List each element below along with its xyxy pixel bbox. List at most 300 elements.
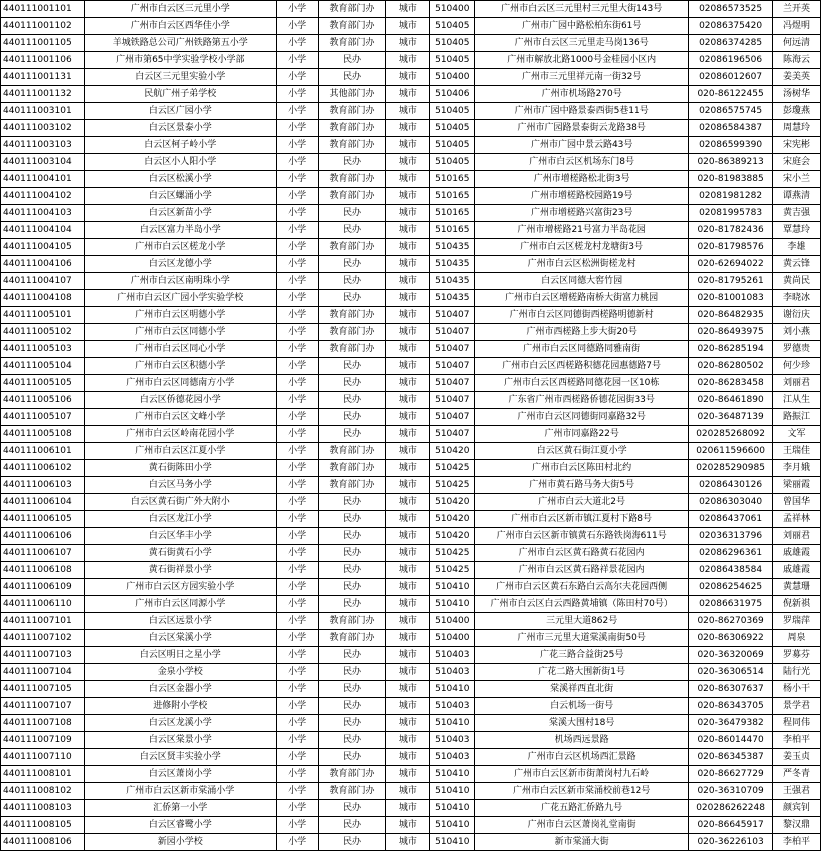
phone-cell: 020-86122455 [689, 86, 773, 103]
postal-code-cell: 510407 [430, 392, 475, 409]
area-type-cell: 城市 [386, 528, 430, 545]
contact-cell: 宋庭会 [773, 154, 821, 171]
contact-cell: 严冬青 [773, 766, 821, 783]
school-code-cell: 440111007107 [1, 698, 85, 715]
address-cell: 广州市白云区同德街同嘉路32号 [475, 409, 689, 426]
school-type-cell: 民办 [318, 681, 386, 698]
school-level-cell: 小学 [276, 545, 318, 562]
area-type-cell: 城市 [386, 171, 430, 188]
school-type-cell: 民办 [318, 562, 386, 579]
postal-code-cell: 510435 [430, 239, 475, 256]
area-type-cell: 城市 [386, 817, 430, 834]
table-row [1, 647, 821, 664]
contact-cell: 李月娥 [773, 460, 821, 477]
table-row [1, 86, 821, 103]
school-name-cell: 广州市白云区积德小学 [84, 358, 276, 375]
school-level-cell: 小学 [276, 681, 318, 698]
address-cell: 广州市白云区新市街萧岗村九石岭 [475, 766, 689, 783]
area-type-cell: 城市 [386, 715, 430, 732]
school-level-cell: 小学 [276, 494, 318, 511]
area-type-cell: 城市 [386, 426, 430, 443]
school-code-cell: 440111004102 [1, 188, 85, 205]
table-row [1, 732, 821, 749]
postal-code-cell: 510405 [430, 35, 475, 52]
contact-cell: 何远清 [773, 35, 821, 52]
area-type-cell: 城市 [386, 494, 430, 511]
school-code-cell: 440111006101 [1, 443, 85, 460]
school-type-cell: 教育部门办 [318, 324, 386, 341]
school-level-cell: 小学 [276, 171, 318, 188]
address-cell: 广州市三元里祥元南一街32号 [475, 69, 689, 86]
contact-cell: 罗募芬 [773, 647, 821, 664]
area-type-cell: 城市 [386, 630, 430, 647]
area-type-cell: 城市 [386, 358, 430, 375]
school-name-cell: 白云区睿鹭小学 [84, 817, 276, 834]
postal-code-cell: 510407 [430, 426, 475, 443]
school-type-cell: 教育部门办 [318, 239, 386, 256]
school-type-cell: 教育部门办 [318, 171, 386, 188]
address-cell: 广州市解放北路1000号金桂园小区内 [475, 52, 689, 69]
address-cell: 新市棠涌大街 [475, 834, 689, 851]
school-name-cell: 广州市白云区同德南方小学 [84, 375, 276, 392]
address-cell: 广州市白云区机场东门8号 [475, 154, 689, 171]
area-type-cell: 城市 [386, 256, 430, 273]
contact-cell: 谭燕清 [773, 188, 821, 205]
school-level-cell: 小学 [276, 69, 318, 86]
area-type-cell: 城市 [386, 69, 430, 86]
school-name-cell: 白云区螺涌小学 [84, 188, 276, 205]
school-type-cell: 教育部门办 [318, 120, 386, 137]
school-code-cell: 440111005108 [1, 426, 85, 443]
address-cell: 广州市白云区西槎路积德花园惠德路7号 [475, 358, 689, 375]
table-row [1, 239, 821, 256]
school-code-cell: 440111004106 [1, 256, 85, 273]
school-type-cell: 教育部门办 [318, 307, 386, 324]
school-code-cell: 440111007109 [1, 732, 85, 749]
school-name-cell: 白云区景泰小学 [84, 120, 276, 137]
phone-cell: 020-36487139 [689, 409, 773, 426]
school-type-cell: 教育部门办 [318, 137, 386, 154]
address-cell: 机场西远景路 [475, 732, 689, 749]
school-type-cell: 教育部门办 [318, 1, 386, 18]
school-name-cell: 广州市白云区南明珠小学 [84, 273, 276, 290]
area-type-cell: 城市 [386, 1, 430, 18]
postal-code-cell: 510403 [430, 732, 475, 749]
phone-cell: 020-86345387 [689, 749, 773, 766]
phone-cell: 020-86307637 [689, 681, 773, 698]
school-type-cell: 民办 [318, 154, 386, 171]
table-row [1, 443, 821, 460]
phone-cell: 020-86285194 [689, 341, 773, 358]
school-code-cell: 440111007103 [1, 647, 85, 664]
phone-cell: 02081995783 [689, 205, 773, 222]
school-code-cell: 440111001132 [1, 86, 85, 103]
table-row [1, 222, 821, 239]
contact-cell: 姜玉贞 [773, 749, 821, 766]
school-type-cell: 教育部门办 [318, 630, 386, 647]
postal-code-cell: 510410 [430, 715, 475, 732]
phone-cell: 02086573525 [689, 1, 773, 18]
postal-code-cell: 510405 [430, 154, 475, 171]
school-level-cell: 小学 [276, 834, 318, 851]
table-row [1, 392, 821, 409]
postal-code-cell: 510410 [430, 800, 475, 817]
school-name-cell: 白云区广园小学 [84, 103, 276, 120]
school-level-cell: 小学 [276, 562, 318, 579]
area-type-cell: 城市 [386, 647, 430, 664]
table-row [1, 749, 821, 766]
school-level-cell: 小学 [276, 290, 318, 307]
address-cell: 广州市白云区新市镇黄石东路铁岗海611号 [475, 528, 689, 545]
school-level-cell: 小学 [276, 579, 318, 596]
school-code-cell: 440111003104 [1, 154, 85, 171]
postal-code-cell: 510410 [430, 596, 475, 613]
school-code-cell: 440111007102 [1, 630, 85, 647]
contact-cell: 戚雄霞 [773, 545, 821, 562]
contact-cell: 何少珍 [773, 358, 821, 375]
address-cell: 广州市白云区西槎路同德花园一区10栋 [475, 375, 689, 392]
postal-code-cell: 510407 [430, 324, 475, 341]
address-cell: 棠溪大围村18号 [475, 715, 689, 732]
school-name-cell: 白云区贤丰实验小学 [84, 749, 276, 766]
area-type-cell: 城市 [386, 766, 430, 783]
school-code-cell: 440111004104 [1, 222, 85, 239]
area-type-cell: 城市 [386, 137, 430, 154]
address-cell: 广州市三元里大道棠溪南街50号 [475, 630, 689, 647]
school-level-cell: 小学 [276, 273, 318, 290]
phone-cell: 02036313796 [689, 528, 773, 545]
school-name-cell: 白云区三元里实验小学 [84, 69, 276, 86]
school-code-cell: 440111001102 [1, 18, 85, 35]
contact-cell: 陆行光 [773, 664, 821, 681]
school-level-cell: 小学 [276, 341, 318, 358]
contact-cell: 刘丽君 [773, 375, 821, 392]
contact-cell: 刘小燕 [773, 324, 821, 341]
area-type-cell: 城市 [386, 35, 430, 52]
school-name-cell: 广州市白云区槎龙小学 [84, 239, 276, 256]
postal-code-cell: 510403 [430, 664, 475, 681]
school-code-cell: 440111007101 [1, 613, 85, 630]
address-cell: 广花二路大围新街1号 [475, 664, 689, 681]
phone-cell: 02086303040 [689, 494, 773, 511]
school-level-cell: 小学 [276, 511, 318, 528]
phone-cell: 020-81983885 [689, 171, 773, 188]
contact-cell: 李柏平 [773, 834, 821, 851]
school-name-cell: 广州市白云区西华佳小学 [84, 18, 276, 35]
school-code-cell: 440111004101 [1, 171, 85, 188]
address-cell: 广州市广园中路景泰西街5巷11号 [475, 103, 689, 120]
area-type-cell: 城市 [386, 409, 430, 426]
school-name-cell: 广州市白云区同心小学 [84, 341, 276, 358]
area-type-cell: 城市 [386, 205, 430, 222]
phone-cell: 020-36310709 [689, 783, 773, 800]
contact-cell: 孟祥林 [773, 511, 821, 528]
phone-cell: 020-62694022 [689, 256, 773, 273]
postal-code-cell: 510435 [430, 256, 475, 273]
table-row [1, 681, 821, 698]
area-type-cell: 城市 [386, 460, 430, 477]
postal-code-cell: 510420 [430, 528, 475, 545]
phone-cell: 02086631975 [689, 596, 773, 613]
contact-cell: 李晓冰 [773, 290, 821, 307]
area-type-cell: 城市 [386, 545, 430, 562]
postal-code-cell: 510425 [430, 477, 475, 494]
postal-code-cell: 510410 [430, 834, 475, 851]
school-name-cell: 白云区龙德小学 [84, 256, 276, 273]
school-name-cell: 金泉小学校 [84, 664, 276, 681]
school-type-cell: 民办 [318, 732, 386, 749]
postal-code-cell: 510410 [430, 681, 475, 698]
address-cell: 广州市白云区新市棠涌校前巷12号 [475, 783, 689, 800]
table-row [1, 698, 821, 715]
postal-code-cell: 510435 [430, 290, 475, 307]
school-code-cell: 440111006104 [1, 494, 85, 511]
phone-cell: 020-81782436 [689, 222, 773, 239]
phone-cell: 020-86627729 [689, 766, 773, 783]
school-level-cell: 小学 [276, 647, 318, 664]
school-level-cell: 小学 [276, 1, 318, 18]
school-level-cell: 小学 [276, 392, 318, 409]
school-level-cell: 小学 [276, 715, 318, 732]
school-level-cell: 小学 [276, 783, 318, 800]
phone-cell: 02081981282 [689, 188, 773, 205]
contact-cell: 汤树华 [773, 86, 821, 103]
school-type-cell: 民办 [318, 358, 386, 375]
school-type-cell: 教育部门办 [318, 477, 386, 494]
contact-cell: 路振江 [773, 409, 821, 426]
area-type-cell: 城市 [386, 834, 430, 851]
school-name-cell: 白云区棠溪小学 [84, 630, 276, 647]
school-name-cell: 白云区金器小学 [84, 681, 276, 698]
contact-cell: 黄云锋 [773, 256, 821, 273]
school-type-cell: 民办 [318, 647, 386, 664]
school-level-cell: 小学 [276, 664, 318, 681]
school-code-cell: 440111004108 [1, 290, 85, 307]
table-row [1, 18, 821, 35]
area-type-cell: 城市 [386, 392, 430, 409]
school-code-cell: 440111005107 [1, 409, 85, 426]
contact-cell: 周泉 [773, 630, 821, 647]
school-code-cell: 440111004107 [1, 273, 85, 290]
phone-cell: 020-86343705 [689, 698, 773, 715]
postal-code-cell: 510403 [430, 749, 475, 766]
school-level-cell: 小学 [276, 86, 318, 103]
area-type-cell: 城市 [386, 579, 430, 596]
phone-cell: 020-86493975 [689, 324, 773, 341]
area-type-cell: 城市 [386, 188, 430, 205]
table-row [1, 664, 821, 681]
phone-cell: 020-86306922 [689, 630, 773, 647]
contact-cell: 王瑞佳 [773, 443, 821, 460]
contact-cell: 江从生 [773, 392, 821, 409]
school-name-cell: 广州市白云区新市棠涌小学 [84, 783, 276, 800]
contact-cell: 罗瑞萍 [773, 613, 821, 630]
school-name-cell: 广州市第65中学实验学校小学部 [84, 52, 276, 69]
school-name-cell: 广州市白云区明德小学 [84, 307, 276, 324]
school-level-cell: 小学 [276, 307, 318, 324]
table-row [1, 511, 821, 528]
contact-cell: 刘丽君 [773, 528, 821, 545]
address-cell: 广州市广园中景云路43号 [475, 137, 689, 154]
area-type-cell: 城市 [386, 239, 430, 256]
school-level-cell: 小学 [276, 188, 318, 205]
contact-cell: 李柏平 [773, 732, 821, 749]
school-code-cell: 440111006110 [1, 596, 85, 613]
school-name-cell: 白云区侨德花园小学 [84, 392, 276, 409]
school-name-cell: 黄石街祥景小学 [84, 562, 276, 579]
postal-code-cell: 510400 [430, 630, 475, 647]
table-row [1, 579, 821, 596]
contact-cell: 罗德贵 [773, 341, 821, 358]
school-name-cell: 白云区棠景小学 [84, 732, 276, 749]
phone-cell: 020-36320069 [689, 647, 773, 664]
school-type-cell: 民办 [318, 375, 386, 392]
school-name-cell: 汇侨第一小学 [84, 800, 276, 817]
table-row [1, 307, 821, 324]
address-cell: 广州市白云区三元里走马岗136号 [475, 35, 689, 52]
school-name-cell: 新园小学校 [84, 834, 276, 851]
postal-code-cell: 510405 [430, 120, 475, 137]
contact-cell: 黄尚民 [773, 273, 821, 290]
postal-code-cell: 510400 [430, 69, 475, 86]
contact-cell: 宋宪彬 [773, 137, 821, 154]
contact-cell: 杨小干 [773, 681, 821, 698]
area-type-cell: 城市 [386, 511, 430, 528]
area-type-cell: 城市 [386, 443, 430, 460]
school-name-cell: 广州市白云区方园实验小学 [84, 579, 276, 596]
postal-code-cell: 510405 [430, 52, 475, 69]
table-body [1, 1, 821, 851]
area-type-cell: 城市 [386, 800, 430, 817]
phone-cell: 020-81795261 [689, 273, 773, 290]
area-type-cell: 城市 [386, 18, 430, 35]
school-type-cell: 教育部门办 [318, 188, 386, 205]
school-level-cell: 小学 [276, 443, 318, 460]
phone-cell: 020285268092 [689, 426, 773, 443]
table-row [1, 494, 821, 511]
school-code-cell: 440111007108 [1, 715, 85, 732]
school-type-cell: 民办 [318, 749, 386, 766]
address-cell: 广州市白云区增槎路南桥大街富力桃园 [475, 290, 689, 307]
phone-cell: 020-36479382 [689, 715, 773, 732]
postal-code-cell: 510425 [430, 545, 475, 562]
phone-cell: 020-86270369 [689, 613, 773, 630]
school-name-cell: 白云区小人阳小学 [84, 154, 276, 171]
postal-code-cell: 510400 [430, 613, 475, 630]
table-row [1, 188, 821, 205]
address-cell: 广州市白云区黄石路黄石花园内 [475, 545, 689, 562]
postal-code-cell: 510425 [430, 460, 475, 477]
postal-code-cell: 510403 [430, 698, 475, 715]
school-type-cell: 教育部门办 [318, 783, 386, 800]
school-type-cell: 民办 [318, 69, 386, 86]
table-row [1, 324, 821, 341]
school-type-cell: 民办 [318, 409, 386, 426]
phone-cell: 02086296361 [689, 545, 773, 562]
school-type-cell: 民办 [318, 222, 386, 239]
school-name-cell: 白云区华丰小学 [84, 528, 276, 545]
contact-cell: 谢衍庆 [773, 307, 821, 324]
school-name-cell: 黄石街黄石小学 [84, 545, 276, 562]
contact-cell: 宋小兰 [773, 171, 821, 188]
school-level-cell: 小学 [276, 35, 318, 52]
phone-cell: 02086374285 [689, 35, 773, 52]
table-row [1, 528, 821, 545]
school-level-cell: 小学 [276, 324, 318, 341]
address-cell: 广州市广园路景泰街云龙路38号 [475, 120, 689, 137]
phone-cell: 020-86482935 [689, 307, 773, 324]
address-cell: 广州市白云区机场西汇景路 [475, 749, 689, 766]
address-cell: 三元里大道862号 [475, 613, 689, 630]
area-type-cell: 城市 [386, 324, 430, 341]
area-type-cell: 城市 [386, 273, 430, 290]
phone-cell: 020-86014470 [689, 732, 773, 749]
table-row [1, 341, 821, 358]
contact-cell: 彭瓊燕 [773, 103, 821, 120]
school-name-cell: 进修附小学校 [84, 698, 276, 715]
address-cell: 广花三路合益街25号 [475, 647, 689, 664]
table-row [1, 630, 821, 647]
school-type-cell: 民办 [318, 579, 386, 596]
area-type-cell: 城市 [386, 290, 430, 307]
phone-cell: 02086575745 [689, 103, 773, 120]
school-type-cell: 民办 [318, 800, 386, 817]
phone-cell: 02086599390 [689, 137, 773, 154]
school-name-cell: 白云区黄石街广外大附小 [84, 494, 276, 511]
phone-cell: 020611596600 [689, 443, 773, 460]
school-name-cell: 民航广州子弟学校 [84, 86, 276, 103]
contact-cell: 覃慧玲 [773, 222, 821, 239]
table-row [1, 800, 821, 817]
area-type-cell: 城市 [386, 749, 430, 766]
school-code-cell: 440111001101 [1, 1, 85, 18]
contact-cell: 兰开英 [773, 1, 821, 18]
postal-code-cell: 510425 [430, 562, 475, 579]
postal-code-cell: 510410 [430, 817, 475, 834]
address-cell: 广州市白云区同德路同雅南街 [475, 341, 689, 358]
school-type-cell: 教育部门办 [318, 613, 386, 630]
contact-cell: 戚雄霞 [773, 562, 821, 579]
address-cell: 广州市增槎路松北街3号 [475, 171, 689, 188]
school-code-cell: 440111006103 [1, 477, 85, 494]
school-type-cell: 民办 [318, 290, 386, 307]
school-type-cell: 民办 [318, 698, 386, 715]
address-cell: 广州市白云区白云西路黄埔镇（陈田村70号） [475, 596, 689, 613]
school-type-cell: 其他部门办 [318, 86, 386, 103]
area-type-cell: 城市 [386, 154, 430, 171]
school-level-cell: 小学 [276, 732, 318, 749]
school-type-cell: 民办 [318, 715, 386, 732]
table-row [1, 171, 821, 188]
phone-cell: 020-86389213 [689, 154, 773, 171]
school-level-cell: 小学 [276, 817, 318, 834]
contact-cell: 黎汉鼎 [773, 817, 821, 834]
school-level-cell: 小学 [276, 137, 318, 154]
area-type-cell: 城市 [386, 698, 430, 715]
school-name-cell: 羊城铁路总公司广州铁路第五小学 [84, 35, 276, 52]
school-code-cell: 440111006108 [1, 562, 85, 579]
area-type-cell: 城市 [386, 103, 430, 120]
school-type-cell: 教育部门办 [318, 18, 386, 35]
school-type-cell: 民办 [318, 596, 386, 613]
area-type-cell: 城市 [386, 52, 430, 69]
school-name-cell: 白云区松溪小学 [84, 171, 276, 188]
table-row [1, 137, 821, 154]
address-cell: 广州市白云区三元里村三元里大街143号 [475, 1, 689, 18]
school-code-cell: 440111006106 [1, 528, 85, 545]
postal-code-cell: 510405 [430, 18, 475, 35]
contact-cell: 王强君 [773, 783, 821, 800]
